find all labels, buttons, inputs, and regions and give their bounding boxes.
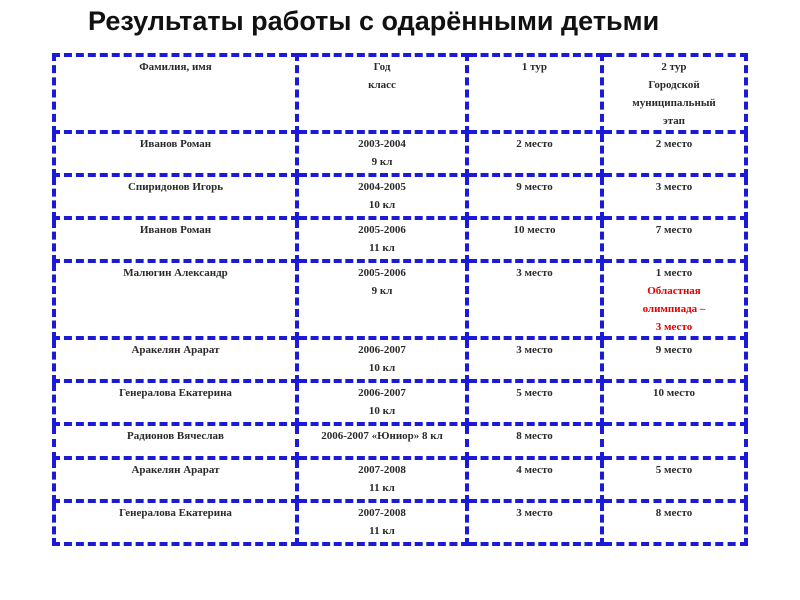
table-row <box>54 381 746 424</box>
olympiad-note-line3: 3 место <box>655 321 693 333</box>
cell-tour2 <box>602 424 746 458</box>
header-tour2: 2 тур Городской муниципальный этап <box>602 55 746 132</box>
olympiad-note-line2: олимпиада – <box>642 303 706 315</box>
cell-tour2: 5 место <box>602 458 746 501</box>
header-name: Фамилия, имя <box>54 55 297 132</box>
cell-year: 2004-2005 10 кл <box>297 175 467 218</box>
cell-tour1: 5 место <box>467 381 602 424</box>
cell-tour1: 3 место <box>467 261 602 338</box>
cell-year: 2007-2008 11 кл <box>297 458 467 501</box>
olympiad-note-line1: Областная <box>647 285 701 297</box>
table-header-row <box>54 55 746 132</box>
cell-year: 2007-2008 11 кл <box>297 501 467 544</box>
table-row <box>54 218 746 261</box>
cell-year: 2005-2006 11 кл <box>297 218 467 261</box>
header-year: Год класс <box>297 55 467 132</box>
table-row <box>54 338 746 381</box>
cell-year: 2003-2004 9 кл <box>297 132 467 175</box>
cell-tour2: 10 место <box>602 381 746 424</box>
table-row <box>54 424 746 458</box>
cell-name: Радионов Вячеслав <box>54 424 297 458</box>
cell-tour2: 9 место <box>602 338 746 381</box>
cell-tour1: 4 место <box>467 458 602 501</box>
cell-name: Генералова Екатерина <box>54 381 297 424</box>
table-row <box>54 175 746 218</box>
cell-name: Аракелян Арарат <box>54 338 297 381</box>
cell-tour1: 2 место <box>467 132 602 175</box>
cell-year: 2005-2006 9 кл <box>297 261 467 338</box>
cell-tour1: 9 место <box>467 175 602 218</box>
page-title: Результаты работы с одарёнными детьми <box>88 6 660 36</box>
table-row <box>54 501 746 544</box>
cell-tour1: 10 место <box>467 218 602 261</box>
cell-tour1: 3 место <box>467 338 602 381</box>
cell-year: 2006-2007 10 кл <box>297 338 467 381</box>
cell-year: 2006-2007 «Юниор» 8 кл <box>297 424 467 458</box>
cell-name: Малюгин Александр <box>54 261 297 338</box>
cell-name: Спиридонов Игорь <box>54 175 297 218</box>
results-table <box>52 53 748 546</box>
cell-tour2: 1 место Областная олимпиада – 3 место <box>602 261 746 338</box>
cell-tour2: 3 место <box>602 175 746 218</box>
cell-tour1: 3 место <box>467 501 602 544</box>
table-row <box>54 458 746 501</box>
cell-name: Генералова Екатерина <box>54 501 297 544</box>
table-row <box>54 132 746 175</box>
cell-name: Аракелян Арарат <box>54 458 297 501</box>
cell-tour2: 7 место <box>602 218 746 261</box>
cell-name: Иванов Роман <box>54 218 297 261</box>
cell-tour1: 8 место <box>467 424 602 458</box>
cell-name: Иванов Роман <box>54 132 297 175</box>
header-tour1: 1 тур <box>467 55 602 132</box>
table-row <box>54 261 746 338</box>
cell-year: 2006-2007 10 кл <box>297 381 467 424</box>
cell-tour2: 8 место <box>602 501 746 544</box>
cell-tour2: 2 место <box>602 132 746 175</box>
